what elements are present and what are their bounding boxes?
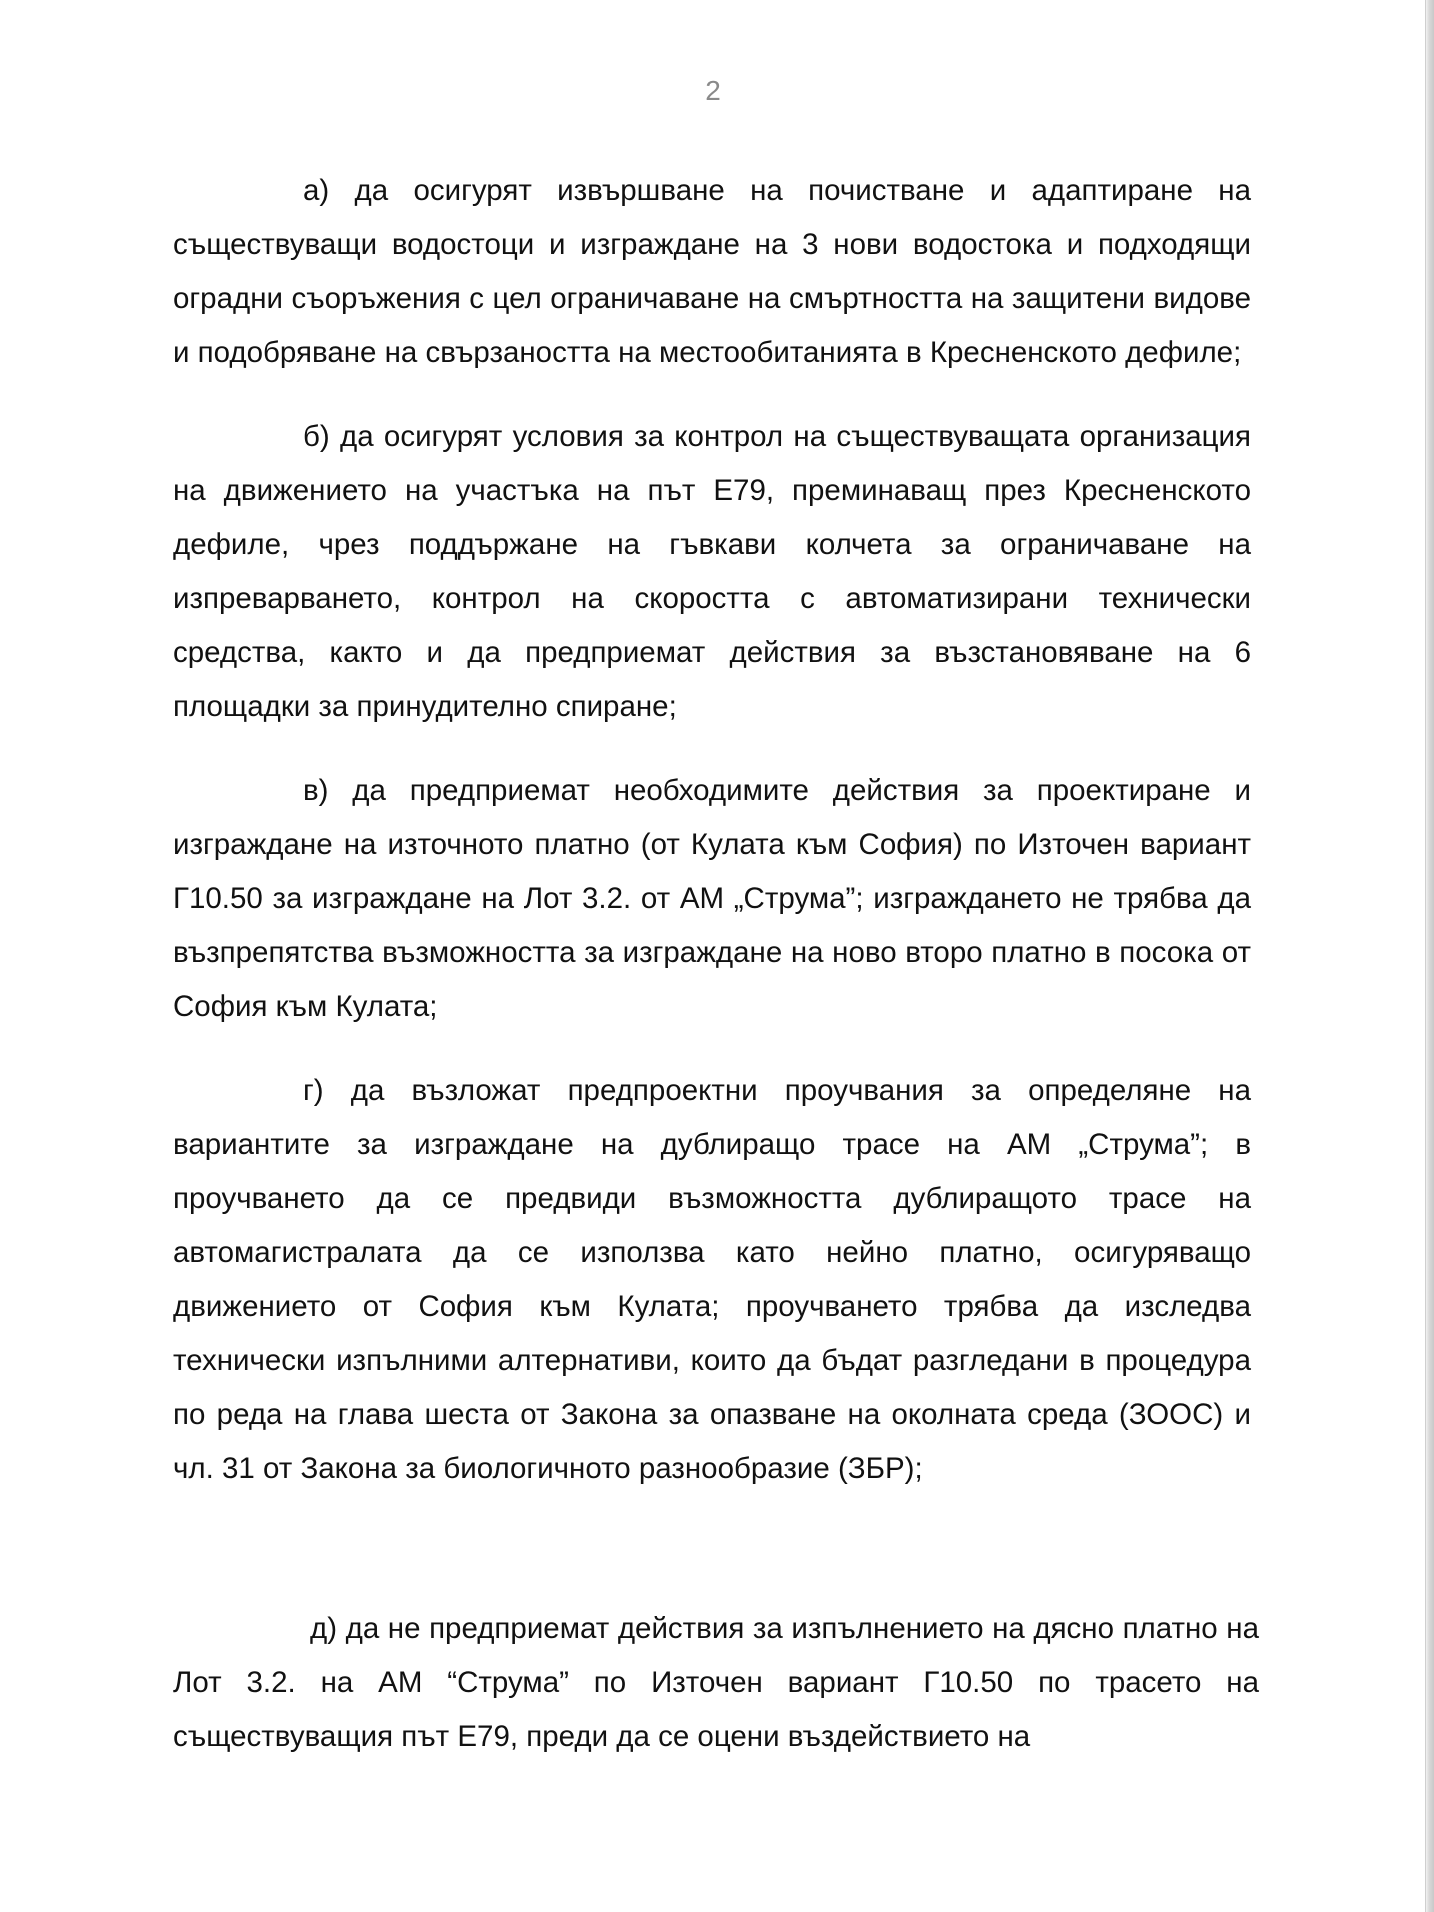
- paragraph-v: в) да предприемат необходимите действия за проектиране и изграждане на източното платно (от Кулата към София) по Източен вариант Г10.50 за изграждане на Лот 3.2. от АМ „Струма”; изграждането не трябва да възпрепятства възможността за изграждане на ново второ платно в посока от София към Кулата;: [173, 774, 1251, 1023]
- paragraph-g: г) да възложат предпроектни проучвания за определяне на вариантите за изграждане на дублиращо трасе на АМ „Струма”; в проучването да се предвиди възможността дублиращото трасе на автомагистралата да се използва като нейно платно, осигуряващо движението от София към Кулата; проучването трябва да изследва технически изпълними алтернативи, които да бъдат разгледани в процедура по реда на глава шеста от Закона за опазване на околната среда (ЗООС) и чл. 31 от Закона за биологичното разнообразие (ЗБР);: [173, 1074, 1251, 1485]
- paragraph-b: б) да осигурят условия за контрол на съществуващата организация на движението на участъка на път Е79, преминаващ през Кресненското дефиле, чрез поддържане на гъвкави колчета за ограничаване на изпреварването, контрол на скоростта с автоматизирани технически средства, както и да предприемат действия за възстановяване на 6 площадки за принудително спиране;: [173, 420, 1251, 723]
- page-number: 2: [705, 75, 721, 106]
- page-edge-shadow: [1426, 0, 1434, 1912]
- paragraph-a: а) да осигурят извършване на почистване и адаптиране на съществуващи водостоци и изграждане на 3 нови водостока и подходящи оградни съоръжения с цел ограничаване на смъртността на защитени видове и подобряване на свързаността на местообитанията в Кресненското дефиле;: [173, 174, 1251, 369]
- paragraph-d: д) да не предприемат действия за изпълнението на дясно платно на Лот 3.2. на АМ “Струма” по Източен вариант Г10.50 по трасето на съществуващия път Е79, преди да се оцени въздействието на: [173, 1612, 1259, 1753]
- document-body: [173, 164, 1259, 1794]
